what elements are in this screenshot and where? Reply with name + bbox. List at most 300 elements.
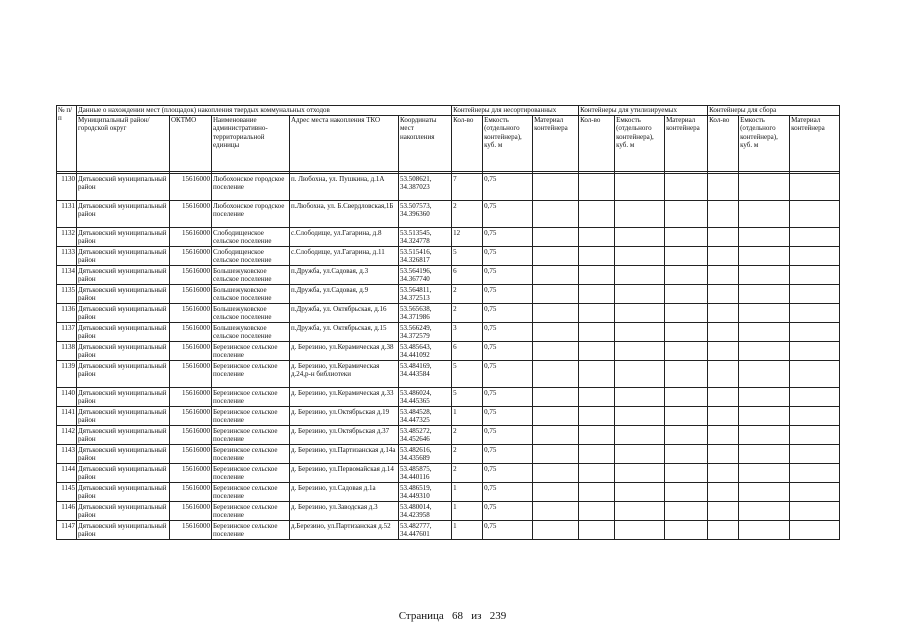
row-coords: 53.564811, 34.372513 [399, 285, 452, 304]
row-oktmo: 15616000 [170, 464, 212, 483]
col-header-oktmo: ОКТМО [170, 116, 212, 172]
row-number: 1130 [57, 174, 77, 201]
table-row [57, 285, 840, 304]
row-count-collect [708, 502, 739, 521]
row-unit: Любохонское городское поселение [212, 201, 290, 228]
row-number: 1142 [57, 426, 77, 445]
row-count-collect [708, 464, 739, 483]
row-volume-collect [739, 361, 790, 388]
col-header-count-unsorted: Кол-во [452, 116, 483, 172]
row-count-recycle [579, 285, 615, 304]
row-material-unsorted [533, 342, 579, 361]
row-oktmo: 15616000 [170, 388, 212, 407]
col-header-count-recycle: Кол-во [579, 116, 615, 172]
row-material-collect [790, 521, 840, 540]
col-header-coords: Координаты мест накопления [399, 116, 452, 172]
row-count-unsorted: 5 [452, 361, 483, 388]
row-oktmo: 15616000 [170, 502, 212, 521]
header-group-main: Данные о нахождении мест (площадок) накопления твердых коммунальных отходов [77, 106, 452, 116]
row-volume-collect [739, 483, 790, 502]
row-material-unsorted [533, 228, 579, 247]
row-count-recycle [579, 361, 615, 388]
row-material-recycle [665, 388, 708, 407]
row-volume-unsorted: 0,75 [483, 407, 533, 426]
row-material-recycle [665, 201, 708, 228]
row-unit: Большежуковское сельское поселение [212, 323, 290, 342]
row-material-collect [790, 388, 840, 407]
row-count-unsorted: 2 [452, 445, 483, 464]
row-material-collect [790, 483, 840, 502]
row-address: д. Березино, ул.Первомайская д.14 [290, 464, 399, 483]
row-number: 1146 [57, 502, 77, 521]
row-oktmo: 15616000 [170, 521, 212, 540]
row-address: д. Березино, ул.Садовая д.1а [290, 483, 399, 502]
row-number: 1140 [57, 388, 77, 407]
row-unit: Березинское сельское поселение [212, 502, 290, 521]
row-count-collect [708, 266, 739, 285]
row-unit: Любохонское городское поселение [212, 174, 290, 201]
row-count-collect [708, 304, 739, 323]
row-material-recycle [665, 304, 708, 323]
table-row [57, 445, 840, 464]
row-district: Дятьковский муниципальный район [77, 174, 170, 201]
row-material-recycle [665, 502, 708, 521]
row-oktmo: 15616000 [170, 426, 212, 445]
row-count-recycle [579, 407, 615, 426]
table-row [57, 247, 840, 266]
row-material-collect [790, 228, 840, 247]
row-count-recycle [579, 342, 615, 361]
row-volume-recycle [615, 342, 665, 361]
row-oktmo: 15616000 [170, 323, 212, 342]
table-body [57, 174, 840, 540]
row-material-collect [790, 445, 840, 464]
row-volume-unsorted: 0,75 [483, 247, 533, 266]
row-address: д. Березино, ул.Керамическая д.24,р-н библиотеки [290, 361, 399, 388]
row-volume-unsorted: 0,75 [483, 445, 533, 464]
row-volume-collect [739, 304, 790, 323]
table-row [57, 174, 840, 201]
table-row [57, 342, 840, 361]
row-coords: 53.565638, 34.371986 [399, 304, 452, 323]
row-material-collect [790, 502, 840, 521]
row-volume-unsorted: 0,75 [483, 342, 533, 361]
header-group-collect: Контейнеры для сбора [708, 106, 840, 116]
row-material-collect [790, 201, 840, 228]
row-number: 1133 [57, 247, 77, 266]
row-material-collect [790, 464, 840, 483]
row-volume-collect [739, 266, 790, 285]
row-material-collect [790, 304, 840, 323]
row-material-collect [790, 361, 840, 388]
row-volume-recycle [615, 228, 665, 247]
row-volume-recycle [615, 407, 665, 426]
table-row [57, 304, 840, 323]
row-count-collect [708, 426, 739, 445]
page-footer [0, 610, 905, 622]
row-address: д. Березино, ул.Октябрьская д.37 [290, 426, 399, 445]
table-row [57, 201, 840, 228]
page-number: 68 [452, 610, 464, 622]
row-material-unsorted [533, 521, 579, 540]
table-row [57, 228, 840, 247]
row-material-recycle [665, 247, 708, 266]
row-count-collect [708, 174, 739, 201]
row-coords: 53.564196, 34.367740 [399, 266, 452, 285]
table-row [57, 502, 840, 521]
row-unit: Слободищенское сельское поселение [212, 228, 290, 247]
row-district: Дятьковский муниципальный район [77, 445, 170, 464]
row-count-recycle [579, 464, 615, 483]
row-count-collect [708, 285, 739, 304]
table-row [57, 426, 840, 445]
row-unit: Слободищенское сельское поселение [212, 247, 290, 266]
row-count-unsorted: 2 [452, 201, 483, 228]
table-row [57, 361, 840, 388]
row-volume-unsorted: 0,75 [483, 502, 533, 521]
row-number: 1134 [57, 266, 77, 285]
row-oktmo: 15616000 [170, 304, 212, 323]
row-volume-collect [739, 502, 790, 521]
row-coords: 53.486519, 34.449310 [399, 483, 452, 502]
page-of-word: из [471, 610, 482, 622]
row-district: Дятьковский муниципальный район [77, 502, 170, 521]
table-row [57, 464, 840, 483]
row-material-unsorted [533, 174, 579, 201]
header-group-row [57, 106, 840, 116]
row-address: с.Слободище, ул.Гагарина, д.8 [290, 228, 399, 247]
col-header-material-recycle: Материал контейнера [665, 116, 708, 172]
row-coords: 53.566249, 34.372579 [399, 323, 452, 342]
row-count-recycle [579, 502, 615, 521]
row-material-unsorted [533, 483, 579, 502]
header-group-recycle: Контейнеры для утилизируемых [579, 106, 708, 116]
row-volume-unsorted: 0,75 [483, 521, 533, 540]
row-address: д. Березино, ул.Керамическая д.33 [290, 388, 399, 407]
row-count-collect [708, 247, 739, 266]
row-material-unsorted [533, 388, 579, 407]
table-row [57, 266, 840, 285]
row-count-recycle [579, 445, 615, 464]
row-address: п.Дружба, ул. Октябрьская, д.15 [290, 323, 399, 342]
row-oktmo: 15616000 [170, 407, 212, 426]
row-material-recycle [665, 445, 708, 464]
row-volume-collect [739, 201, 790, 228]
row-district: Дятьковский муниципальный район [77, 388, 170, 407]
row-count-unsorted: 5 [452, 247, 483, 266]
table-row [57, 407, 840, 426]
col-header-address: Адрес места накопления ТКО [290, 116, 399, 172]
row-volume-unsorted: 0,75 [483, 426, 533, 445]
row-volume-recycle [615, 388, 665, 407]
row-coords: 53.482777, 34.447601 [399, 521, 452, 540]
row-district: Дятьковский муниципальный район [77, 361, 170, 388]
row-material-unsorted [533, 323, 579, 342]
row-number: 1147 [57, 521, 77, 540]
row-count-unsorted: 5 [452, 388, 483, 407]
row-coords: 53.508621, 34.387023 [399, 174, 452, 201]
row-material-recycle [665, 361, 708, 388]
row-count-recycle [579, 388, 615, 407]
col-header-volume-unsorted: Емкость (отдельного контейнера), куб. м [483, 116, 533, 172]
row-volume-unsorted: 0,75 [483, 266, 533, 285]
row-count-unsorted: 1 [452, 521, 483, 540]
row-count-collect [708, 483, 739, 502]
row-district: Дятьковский муниципальный район [77, 426, 170, 445]
row-coords: 53.484169, 34.443584 [399, 361, 452, 388]
registry-sheet [56, 105, 838, 540]
row-unit: Большежуковское сельское поселение [212, 304, 290, 323]
row-oktmo: 15616000 [170, 247, 212, 266]
row-coords: 53.480014, 34.423958 [399, 502, 452, 521]
row-oktmo: 15616000 [170, 445, 212, 464]
row-material-recycle [665, 323, 708, 342]
row-district: Дятьковский муниципальный район [77, 483, 170, 502]
row-material-collect [790, 407, 840, 426]
row-coords: 53.482616, 34.435689 [399, 445, 452, 464]
row-material-unsorted [533, 361, 579, 388]
row-count-recycle [579, 304, 615, 323]
row-volume-recycle [615, 201, 665, 228]
row-count-recycle [579, 247, 615, 266]
row-district: Дятьковский муниципальный район [77, 266, 170, 285]
row-coords: 53.515416, 34.326817 [399, 247, 452, 266]
row-address: п.Любохна, ул. Б.Свердловская,1Б [290, 201, 399, 228]
table-row [57, 521, 840, 540]
row-coords: 53.513545, 34.324778 [399, 228, 452, 247]
row-material-recycle [665, 174, 708, 201]
row-number: 1144 [57, 464, 77, 483]
row-district: Дятьковский муниципальный район [77, 228, 170, 247]
row-district: Дятьковский муниципальный район [77, 342, 170, 361]
row-number: 1143 [57, 445, 77, 464]
row-volume-collect [739, 521, 790, 540]
col-header-count-collect: Кол-во [708, 116, 739, 172]
row-volume-collect [739, 342, 790, 361]
row-material-recycle [665, 266, 708, 285]
header-columns-row [57, 116, 840, 172]
row-coords: 53.486024, 34.445365 [399, 388, 452, 407]
row-address: д.Березино, ул.Партизанская д.52 [290, 521, 399, 540]
row-district: Дятьковский муниципальный район [77, 285, 170, 304]
row-address: п.Дружба, ул.Садовая, д.9 [290, 285, 399, 304]
row-volume-recycle [615, 502, 665, 521]
row-count-unsorted: 3 [452, 323, 483, 342]
row-count-recycle [579, 483, 615, 502]
row-volume-recycle [615, 247, 665, 266]
row-oktmo: 15616000 [170, 285, 212, 304]
row-volume-recycle [615, 285, 665, 304]
row-coords: 53.485272, 34.452646 [399, 426, 452, 445]
row-count-collect [708, 342, 739, 361]
row-volume-collect [739, 445, 790, 464]
row-count-unsorted: 2 [452, 285, 483, 304]
row-volume-recycle [615, 323, 665, 342]
row-district: Дятьковский муниципальный район [77, 304, 170, 323]
row-material-unsorted [533, 285, 579, 304]
row-volume-recycle [615, 361, 665, 388]
row-volume-unsorted: 0,75 [483, 174, 533, 201]
row-material-unsorted [533, 266, 579, 285]
row-material-collect [790, 342, 840, 361]
row-unit: Березинское сельское поселение [212, 426, 290, 445]
row-count-recycle [579, 426, 615, 445]
row-volume-recycle [615, 521, 665, 540]
row-number: 1141 [57, 407, 77, 426]
row-material-recycle [665, 228, 708, 247]
row-count-recycle [579, 323, 615, 342]
row-volume-unsorted: 0,75 [483, 388, 533, 407]
row-material-unsorted [533, 247, 579, 266]
row-count-collect [708, 201, 739, 228]
row-count-collect [708, 323, 739, 342]
row-material-recycle [665, 464, 708, 483]
row-volume-collect [739, 285, 790, 304]
row-district: Дятьковский муниципальный район [77, 247, 170, 266]
waste-sites-table [56, 105, 840, 540]
row-count-recycle [579, 521, 615, 540]
row-district: Дятьковский муниципальный район [77, 201, 170, 228]
row-volume-unsorted: 0,75 [483, 228, 533, 247]
row-material-collect [790, 285, 840, 304]
row-count-unsorted: 12 [452, 228, 483, 247]
row-oktmo: 15616000 [170, 342, 212, 361]
row-number: 1132 [57, 228, 77, 247]
row-material-recycle [665, 521, 708, 540]
row-unit: Березинское сельское поселение [212, 483, 290, 502]
row-unit: Березинское сельское поселение [212, 464, 290, 483]
row-volume-collect [739, 228, 790, 247]
table-row [57, 323, 840, 342]
row-volume-unsorted: 0,75 [483, 285, 533, 304]
row-volume-collect [739, 388, 790, 407]
row-material-unsorted [533, 445, 579, 464]
col-header-material-unsorted: Материал контейнера [533, 116, 579, 172]
row-address: д. Березино, ул.Партизанская д.14а [290, 445, 399, 464]
row-count-collect [708, 445, 739, 464]
row-oktmo: 15616000 [170, 361, 212, 388]
row-material-unsorted [533, 464, 579, 483]
row-volume-recycle [615, 483, 665, 502]
row-volume-collect [739, 174, 790, 201]
table-row [57, 388, 840, 407]
row-material-recycle [665, 285, 708, 304]
row-count-recycle [579, 266, 615, 285]
row-unit: Березинское сельское поселение [212, 342, 290, 361]
row-count-unsorted: 1 [452, 483, 483, 502]
row-volume-recycle [615, 304, 665, 323]
row-material-collect [790, 323, 840, 342]
row-volume-recycle [615, 266, 665, 285]
row-volume-collect [739, 323, 790, 342]
row-count-unsorted: 2 [452, 426, 483, 445]
row-address: п.Дружба, ул.Садовая, д.3 [290, 266, 399, 285]
row-district: Дятьковский муниципальный район [77, 464, 170, 483]
row-district: Дятьковский муниципальный район [77, 407, 170, 426]
row-volume-unsorted: 0,75 [483, 323, 533, 342]
row-material-collect [790, 174, 840, 201]
row-volume-recycle [615, 426, 665, 445]
row-oktmo: 15616000 [170, 266, 212, 285]
row-material-collect [790, 247, 840, 266]
row-district: Дятьковский муниципальный район [77, 323, 170, 342]
col-header-volume-recycle: Емкость (отдельного контейнера), куб. м [615, 116, 665, 172]
row-volume-unsorted: 0,75 [483, 464, 533, 483]
row-unit: Березинское сельское поселение [212, 407, 290, 426]
row-unit: Березинское сельское поселение [212, 361, 290, 388]
row-count-recycle [579, 201, 615, 228]
row-material-recycle [665, 426, 708, 445]
row-material-unsorted [533, 407, 579, 426]
row-unit: Березинское сельское поселение [212, 521, 290, 540]
row-material-recycle [665, 483, 708, 502]
row-count-unsorted: 1 [452, 407, 483, 426]
col-header-district: Муниципальный район/городской округ [77, 116, 170, 172]
row-number: 1139 [57, 361, 77, 388]
row-material-unsorted [533, 502, 579, 521]
row-count-unsorted: 6 [452, 266, 483, 285]
col-header-volume-collect: Емкость (отдельного контейнера), куб. м [739, 116, 790, 172]
col-header-unit: Наименование административно-территориальной единицы [212, 116, 290, 172]
row-unit: Березинское сельское поселение [212, 445, 290, 464]
row-count-collect [708, 407, 739, 426]
page-total: 239 [489, 610, 507, 622]
row-count-collect [708, 361, 739, 388]
row-oktmo: 15616000 [170, 228, 212, 247]
row-district: Дятьковский муниципальный район [77, 521, 170, 540]
row-count-unsorted: 2 [452, 464, 483, 483]
row-count-collect [708, 521, 739, 540]
row-count-unsorted: 2 [452, 304, 483, 323]
row-address: д. Березино, ул.Заводская д.3 [290, 502, 399, 521]
header-no: № п/п [57, 106, 77, 172]
row-volume-recycle [615, 174, 665, 201]
header-group-unsorted: Контейнеры для несортированных [452, 106, 579, 116]
row-volume-recycle [615, 445, 665, 464]
row-count-collect [708, 388, 739, 407]
row-material-recycle [665, 342, 708, 361]
row-material-collect [790, 266, 840, 285]
col-header-material-collect: Материал контейнера [790, 116, 840, 172]
row-oktmo: 15616000 [170, 483, 212, 502]
row-number: 1131 [57, 201, 77, 228]
row-volume-unsorted: 0,75 [483, 361, 533, 388]
row-number: 1145 [57, 483, 77, 502]
table-row [57, 483, 840, 502]
row-volume-collect [739, 464, 790, 483]
row-number: 1136 [57, 304, 77, 323]
row-count-unsorted: 7 [452, 174, 483, 201]
row-address: с.Слободище, ул.Гагарина, д.11 [290, 247, 399, 266]
row-count-unsorted: 1 [452, 502, 483, 521]
row-volume-unsorted: 0,75 [483, 304, 533, 323]
row-unit: Березинское сельское поселение [212, 388, 290, 407]
row-coords: 53.485643, 34.441092 [399, 342, 452, 361]
row-count-unsorted: 6 [452, 342, 483, 361]
row-volume-unsorted: 0,75 [483, 201, 533, 228]
row-address: д. Березино, ул.Октябрьская д.19 [290, 407, 399, 426]
row-material-unsorted [533, 304, 579, 323]
page-word: Страница [398, 610, 444, 622]
row-address: п.Дружба, ул. Октябрьская, д.16 [290, 304, 399, 323]
row-coords: 53.485875, 34.440116 [399, 464, 452, 483]
row-oktmo: 15616000 [170, 174, 212, 201]
row-volume-collect [739, 426, 790, 445]
row-material-recycle [665, 407, 708, 426]
row-coords: 53.484528, 34.447325 [399, 407, 452, 426]
row-material-unsorted [533, 201, 579, 228]
row-material-unsorted [533, 426, 579, 445]
